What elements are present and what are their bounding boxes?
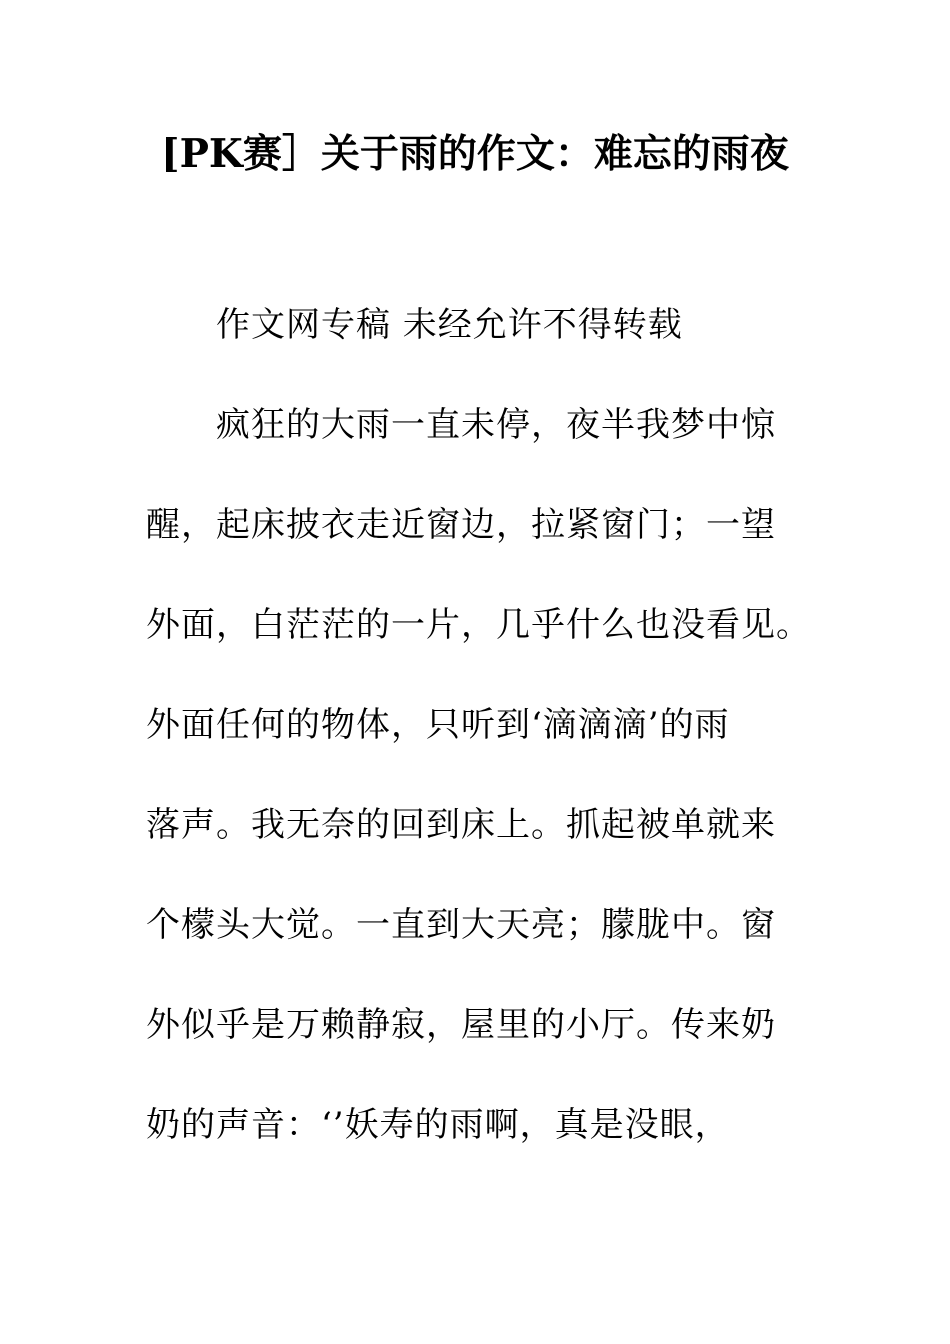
paragraph-line: 醒，起床披衣走近窗边，拉紧窗门；一望 <box>146 505 776 545</box>
paragraph-line: 外面，白茫茫的一片，几乎什么也没看见。 <box>146 605 811 645</box>
paragraph-line: 个檬头大觉。一直到大天亮；朦胧中。窗 <box>146 905 776 945</box>
paragraph-line: 外似乎是万赖静寂，屋里的小厅。传来奶 <box>146 1005 776 1045</box>
paragraph-line: 落声。我无奈的回到床上。抓起被单就来 <box>146 805 776 845</box>
document-title: [PK赛］关于雨的作文：难忘的雨夜 <box>161 131 789 177</box>
paragraph-line: 作文网专稿 未经允许不得转载 <box>216 305 683 345</box>
paragraph-line: 疯狂的大雨一直未停，夜半我梦中惊 <box>216 405 776 445</box>
paragraph-line: 奶的声音：‘’妖寿的雨啊，真是没眼， <box>146 1105 730 1145</box>
paragraph-line: 外面任何的物体，只听到‘滴滴滴’的雨 <box>146 705 730 745</box>
